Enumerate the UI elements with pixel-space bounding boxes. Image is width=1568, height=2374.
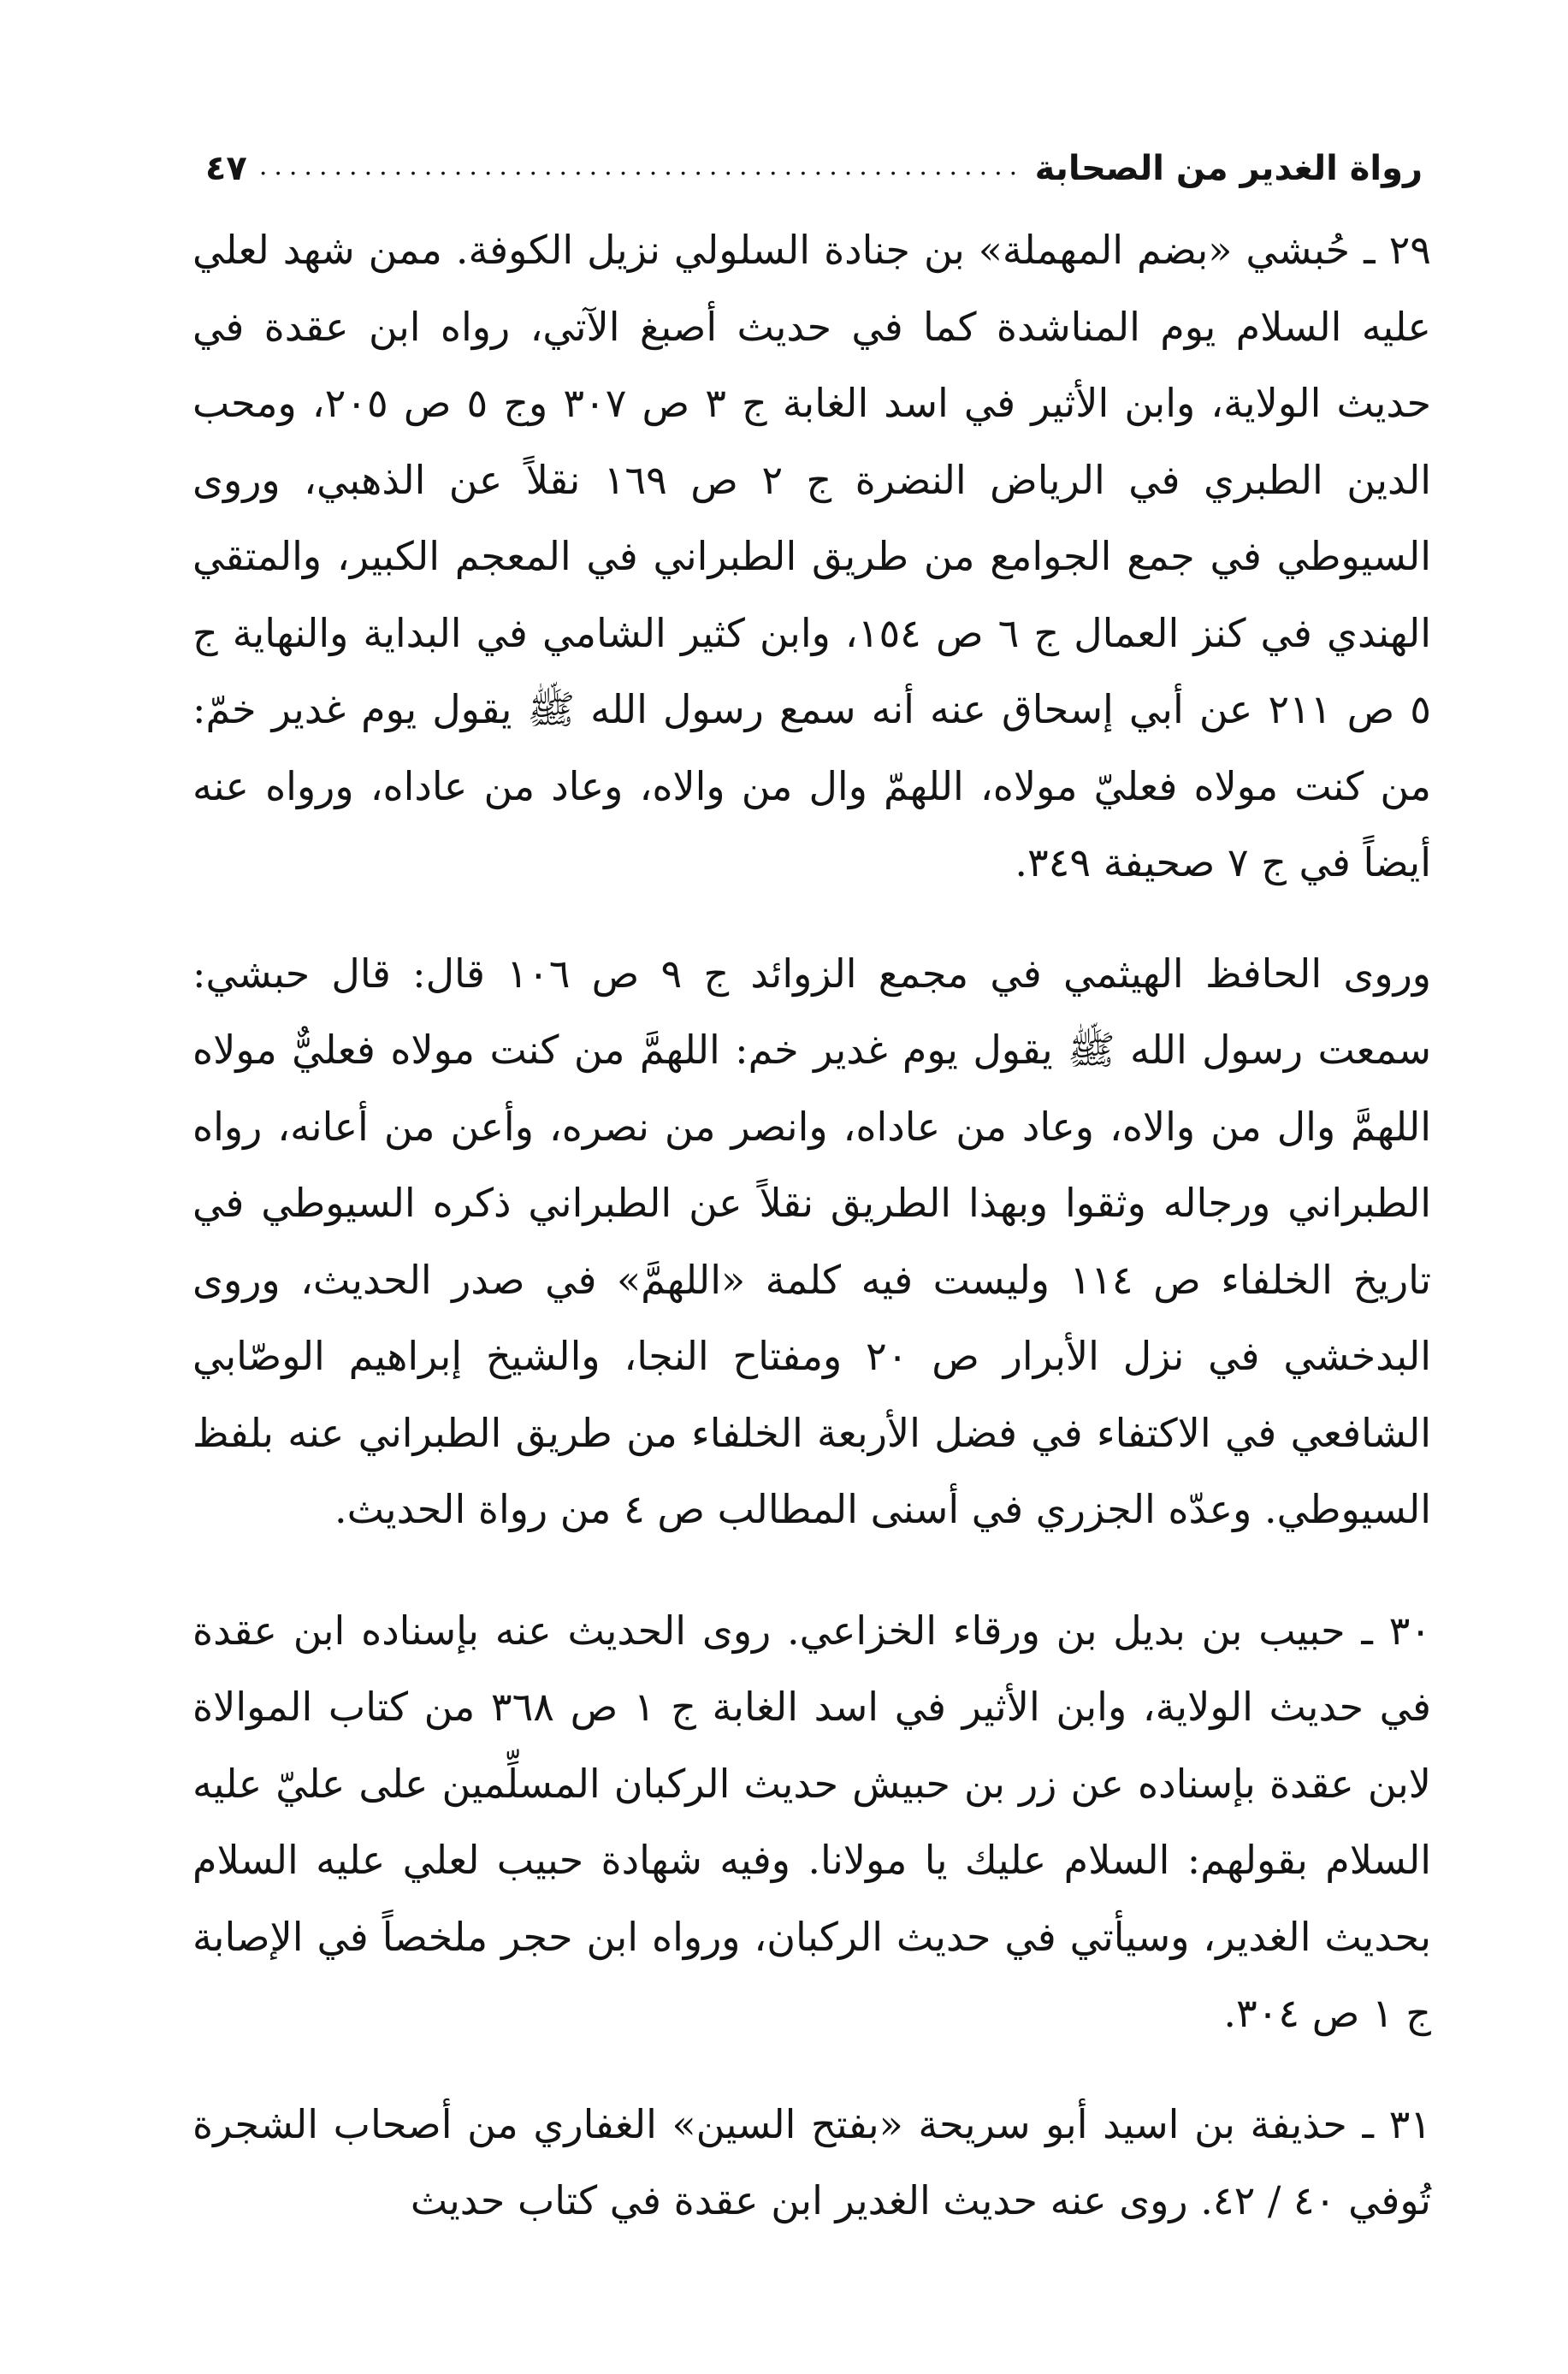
- paragraph-text: ـ حبيب بن بديل بن ورقاء الخزاعي. روى الحديث عنه بإسناده ابن عقدة في حديث الولاية، وابن الأثير في اسد الغابة ج ١ ص ٣٦٨ من كتاب الموالاة لابن عقدة بإسناده عن زر بن حبيش حديث الركبان المسلِّمين على عليّ عليه السلام بقولهم: السلام عليك يا مولانا. وفيه شهادة حبيب لعلي عليه السلام بحديث الغدير، وسيأتي في حديث الركبان، ورواه ابن حجر ملخصاً في الإصابة ج ١ ص ٣٠٤.: [192, 1607, 1431, 2036]
- entry-29-paragraph: [192, 212, 1431, 902]
- entry-number: ٣٠: [1388, 1607, 1431, 1654]
- page-number: ٤٧: [205, 149, 247, 188]
- paragraph-text: ـ حُبشي «بضم المهملة» بن جنادة السلولي نزيل الكوفة. ممن شهد لعلي عليه السلام يوم المناشدة كما في حديث أصبغ الآتي، رواه ابن عقدة في حديث الولاية، وابن الأثير في اسد الغابة ج ٣ ص ٣٠٧ وج ٥ ص ٢٠٥، ومحب الدين الطبري في الرياض النضرة ج ٢ ص ١٦٩ نقلاً عن الذهبي، وروى السيوطي في جمع الجوامع من طريق الطبراني في المعجم الكبير، والمتقي الهندي في كنز العمال ج ٦ ص ١٥٤، وابن كثير الشامي في البداية والنهاية ج ٥ ص ٢١١ عن أبي إسحاق عنه أنه سمع رسول الله ﷺ يقول يوم غدير خمّ: من كنت مولاه فعليّ مولاه، اللهمّ وال من والاه، وعاد من عاداه، ورواه عنه أيضاً في ج ٧ صحيفة ٣٤٩.: [192, 227, 1432, 885]
- paragraph-text: وروى الحافظ الهيثمي في مجمع الزوائد ج ٩ ص ١٠٦ قال: قال حبشي: سمعت رسول الله ﷺ يقول يوم غدير خم: اللهمَّ من كنت مولاه فعليٌّ مولاه اللهمَّ وال من والاه، وعاد من عاداه، وانصر من نصره، وأعن من أعانه، رواه الطبراني ورجاله وثقوا وبهذا الطريق نقلاً عن الطبراني ذكره السيوطي في تاريخ الخلفاء ص ١١٤ وليست فيه كلمة «اللهمَّ» في صدر الحديث، وروى البدخشي في نزل الأبرار ص ٢٠ ومفتاح النجا، والشيخ إبراهيم الوصّابي الشافعي في الاكتفاء في فضل الأربعة الخلفاء من طريق الطبراني عنه بلفظ السيوطي. وعدّه الجزري في أسنى المطالب ص ٤ من رواة الحديث.: [192, 950, 1432, 1532]
- entry-number: ٣١: [1388, 2100, 1432, 2147]
- entry-31-paragraph: [192, 2087, 1431, 2240]
- entry-number: ٢٩: [1388, 227, 1431, 273]
- paragraph-text: ـ حذيفة بن اسيد أبو سريحة «بفتح السين» الغفاري من أصحاب الشجرة تُوفي ٤٠ / ٤٢. روى عنه حديث الغدير ابن عقدة في كتاب حديث: [192, 2100, 1431, 2223]
- running-header: [205, 128, 1423, 188]
- entry-30-paragraph: [192, 1593, 1431, 2052]
- header-title: رواة الغدير من الصحابة: [1034, 149, 1423, 188]
- haythami-paragraph: [192, 936, 1431, 1548]
- header-dot-leader: [259, 151, 1023, 181]
- body-text: [192, 212, 1431, 2240]
